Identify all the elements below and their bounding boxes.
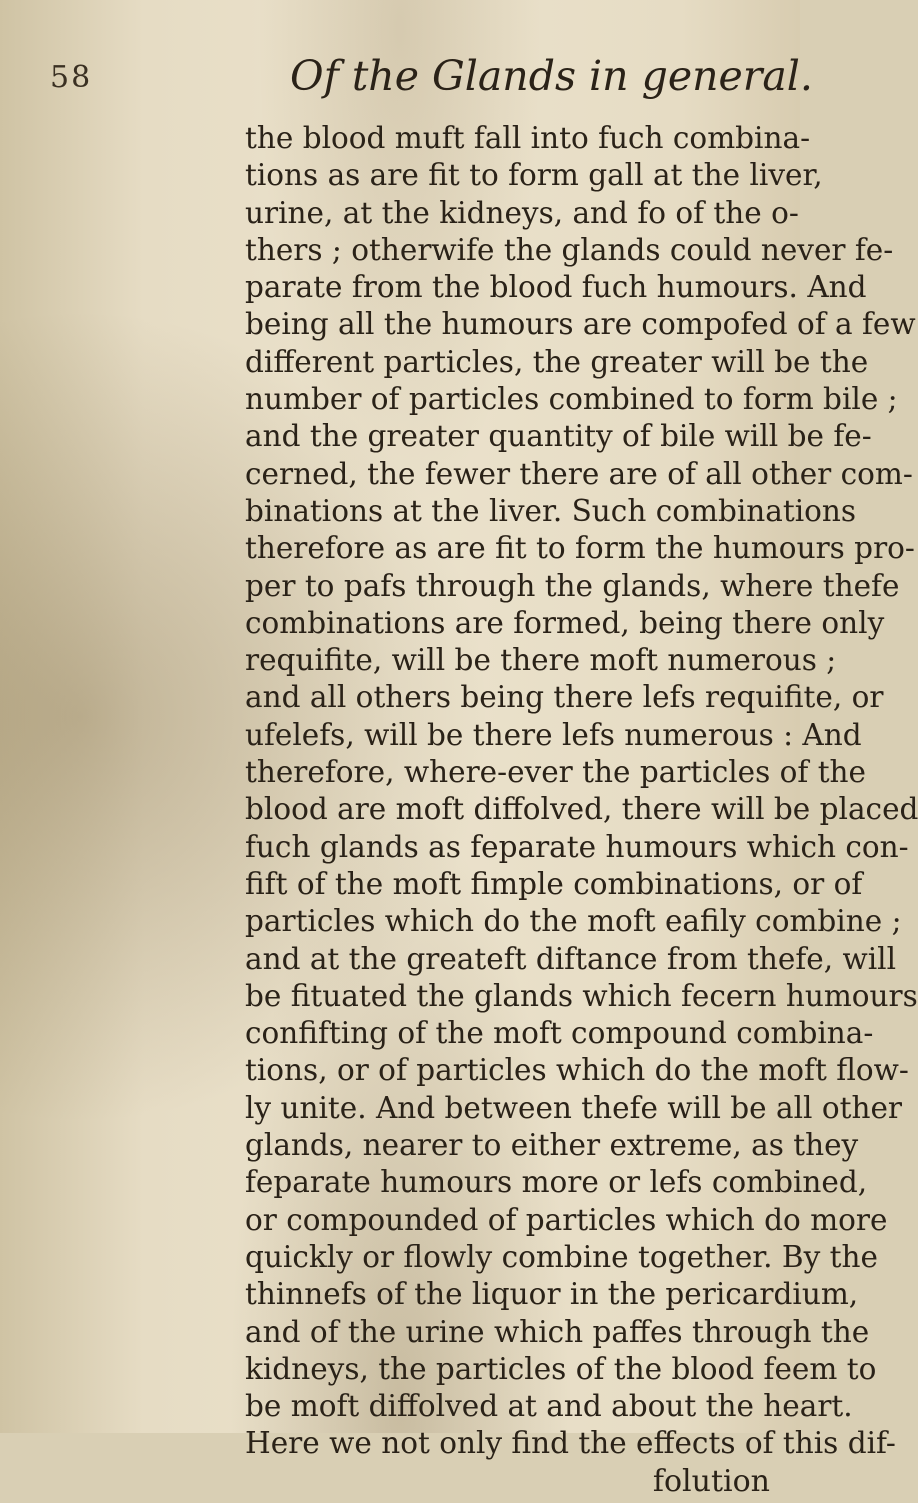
text-line: binations at the liver. Such combinations bbox=[245, 493, 857, 528]
text-line: or compounded of particles which do more bbox=[245, 1202, 888, 1237]
text-line: tions, or of particles which do the moft flow- bbox=[245, 1053, 909, 1088]
text-line: being all the humours are compofed of a few bbox=[245, 307, 916, 342]
text-line: number of particles combined to form bile ; bbox=[245, 382, 898, 417]
text-line: fift of the moft fimple combinations, or of bbox=[245, 866, 863, 901]
catchword: folution bbox=[652, 1463, 770, 1499]
text-line: and all others being there lefs requifite, or bbox=[245, 680, 884, 715]
page-number: 58 bbox=[50, 60, 93, 95]
text-line: cerned, the fewer there are of all other com- bbox=[245, 456, 913, 491]
text-line: the blood muft fall into fuch combina- bbox=[245, 121, 811, 155]
text-line: thers ; otherwife the glands could never fe- bbox=[245, 232, 894, 267]
text-line: be fituated the glands which fecern humours bbox=[245, 978, 918, 1013]
text-line: ly unite. And between thefe will be all other bbox=[245, 1090, 903, 1125]
text-line: quickly or flowly combine together. By the bbox=[245, 1239, 878, 1274]
text-line: combinations are formed, being there only bbox=[245, 605, 885, 640]
text-line: different particles, the greater will be the bbox=[245, 344, 869, 379]
text-line: blood are moft diffolved, there will be placed bbox=[245, 792, 918, 827]
text-line: parate from the blood fuch humours. And bbox=[245, 270, 867, 305]
text-line: confifting of the moft compound combina- bbox=[245, 1016, 874, 1051]
text-line: therefore as are fit to form the humours pro- bbox=[245, 531, 915, 566]
text-line: glands, nearer to either extreme, as they bbox=[245, 1128, 859, 1163]
text-line: particles which do the moft eafily combine ; bbox=[245, 904, 902, 939]
text-line: and of the urine which paffes through the bbox=[245, 1314, 870, 1349]
text-line: requifite, will be there moft numerous ; bbox=[245, 643, 837, 678]
text-line: urine, at the kidneys, and fo of the o- bbox=[245, 195, 799, 230]
text-line: and at the greateft diftance from thefe, will bbox=[245, 941, 897, 976]
text-line: feparate humours more or lefs combined, bbox=[245, 1165, 868, 1200]
running-head: Of the Glands in general. bbox=[290, 52, 813, 100]
text-line: thinnefs of the liquor in the pericardium, bbox=[245, 1277, 859, 1312]
text-line: per to pafs through the glands, where thefe bbox=[245, 568, 900, 603]
text-line: Here we not only find the effects of this dif- bbox=[245, 1426, 896, 1461]
text-line: tions as are fit to form gall at the liver, bbox=[245, 158, 823, 193]
text-line: ufelefs, will be there lefs numerous : And bbox=[245, 717, 862, 752]
text-line: kidneys, the particles of the blood feem to bbox=[245, 1351, 877, 1386]
text-line: therefore, where-ever the particles of the bbox=[245, 755, 867, 790]
text-line: and the greater quantity of bile will be fe- bbox=[245, 419, 872, 454]
body-text bbox=[245, 120, 918, 1503]
text-line: fuch glands as feparate humours which con- bbox=[245, 829, 909, 864]
text-line: be moft diffolved at and about the heart. bbox=[245, 1389, 853, 1424]
